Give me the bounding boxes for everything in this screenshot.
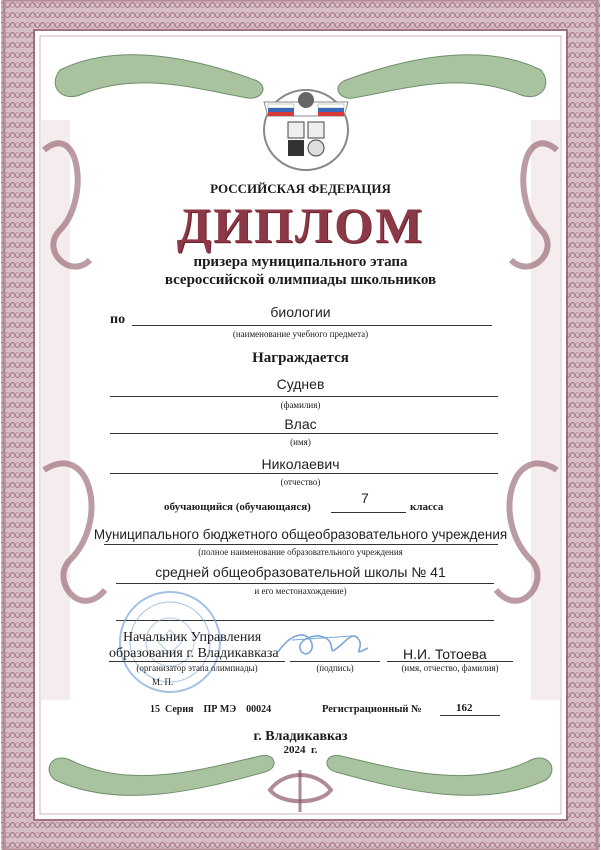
subtitle-line-2: всероссийской олимпиады школьников [164,272,437,288]
registration-underline [440,715,500,716]
org-line-2: образования г. Владикавказа [109,646,279,661]
org-line-1: Начальник Управления [123,630,262,645]
school-underline-1 [104,544,498,545]
name-caption: (имя) [290,437,311,447]
name-underline [110,433,498,434]
footer-year: 2024 г. [283,744,318,756]
registration-label: Регистрационный № [322,704,422,715]
grade-value: 7 [361,490,369,506]
patronymic-underline [110,473,498,474]
patronymic-caption: (отчество) [280,477,321,487]
diploma-title: ДИПЛОМ [176,197,425,253]
signer-underline [387,661,513,662]
org-caption: (организатор этапа олимпиады) [136,663,258,673]
signer-caption: (имя, отчество, фамилия) [401,663,499,673]
patronymic-value: Николаевич [261,456,340,472]
signature-underline [290,661,380,662]
olympiad-emblem-icon [258,82,354,174]
awarded-label: Награждается [252,350,349,366]
grade-underline [331,512,406,513]
org-underline [109,661,285,662]
school-line-1: Муниципального бюджетного общеобразовательного учреждения [93,527,508,542]
surname-caption: (фамилия) [280,400,321,410]
signature-caption: (подпись) [316,663,354,673]
series-text: 15 Серия ПР МЭ 00024 [150,704,272,715]
school-underline-2 [116,583,494,584]
subject-value: биологии [270,304,331,320]
name-value: Влас [284,416,317,432]
grade-suffix: класса [410,501,444,513]
registration-number: 162 [456,702,473,714]
signer-name: Н.И. Тотоева [403,646,487,662]
surname-value: Суднев [276,376,325,392]
school-line-2: средней общеобразовательной школы № 41 [155,564,446,580]
subject-caption: (наименование учебного предмета) [232,329,369,339]
handwritten-signature-icon [272,622,382,666]
subject-prefix: по [110,312,126,327]
subject-underline [132,325,492,326]
school-caption-2: и его местонахождение) [254,586,347,596]
grade-prefix: обучающийся (обучающаяся) [164,501,311,513]
school-caption-1: (полное наименование образовательного учреждения [198,547,403,557]
country-label: РОССИЙСКАЯ ФЕДЕРАЦИЯ [210,181,391,196]
stamp-label: М. П. [152,677,174,687]
subtitle-line-1: призера муниципального этапа [193,254,408,270]
footer-city: г. Владикавказ [253,729,348,744]
surname-underline [110,396,498,397]
